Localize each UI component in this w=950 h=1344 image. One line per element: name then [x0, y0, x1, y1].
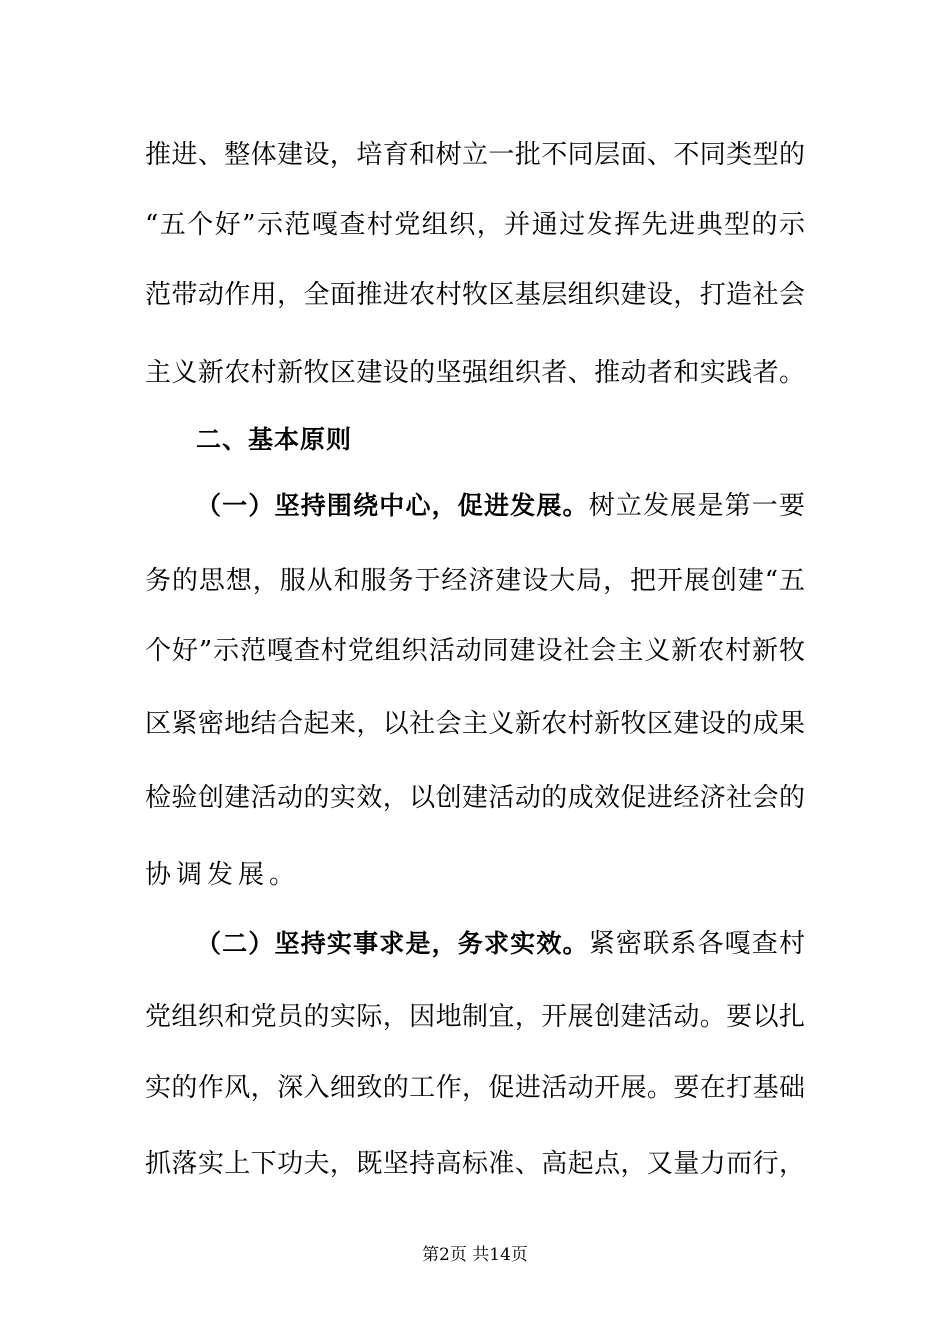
principle-1-title: （一）坚持围绕中心，促进发展。: [196, 491, 589, 520]
principle-2-lead: 紧密联系各嘎查村: [588, 929, 805, 959]
paragraph-line: 抓落实上下功夫，既坚持高标准、高起点，又量力而行，: [145, 1149, 805, 1179]
paragraph-line: 实的作风，深入细致的工作，促进活动开展。要在打基础: [145, 1073, 805, 1103]
principle-2-first-line: [196, 926, 805, 962]
paragraph-line: 推进、整体建设，培育和树立一批不同层面、不同类型的: [145, 140, 805, 170]
paragraph-line: 检验创建活动的实效，以创建活动的成效促进经济社会的: [145, 783, 805, 813]
principle-1-first-line: [196, 488, 805, 524]
paragraph-line: 协调发展。: [145, 860, 301, 890]
paragraph-line: 范带动作用，全面推进农村牧区基层组织建设，打造社会: [145, 280, 805, 310]
principle-1-lead: 树立发展是第一要: [588, 491, 805, 521]
section-heading: 二、基本原则: [196, 425, 353, 454]
paragraph-line: 个好”示范嘎查村党组织活动同建设社会主义新农村新牧: [145, 636, 805, 666]
paragraph-line: 区紧密地结合起来，以社会主义新农村新牧区建设的成果: [145, 709, 805, 739]
principle-2-title: （二）坚持实事求是，务求实效。: [196, 929, 589, 958]
paragraph-line: 主义新农村新牧区建设的坚强组织者、推动者和实践者。: [145, 358, 805, 388]
paragraph-line: 务的思想，服从和服务于经济建设大局，把开展创建“五: [145, 566, 805, 596]
paragraph-line: “五个好”示范嘎查村党组织，并通过发挥先进典型的示: [145, 210, 805, 240]
page-number-footer: 第2页 共14页: [422, 1245, 528, 1265]
paragraph-line: 党组织和党员的实际，因地制宜，开展创建活动。要以扎: [145, 1002, 805, 1032]
